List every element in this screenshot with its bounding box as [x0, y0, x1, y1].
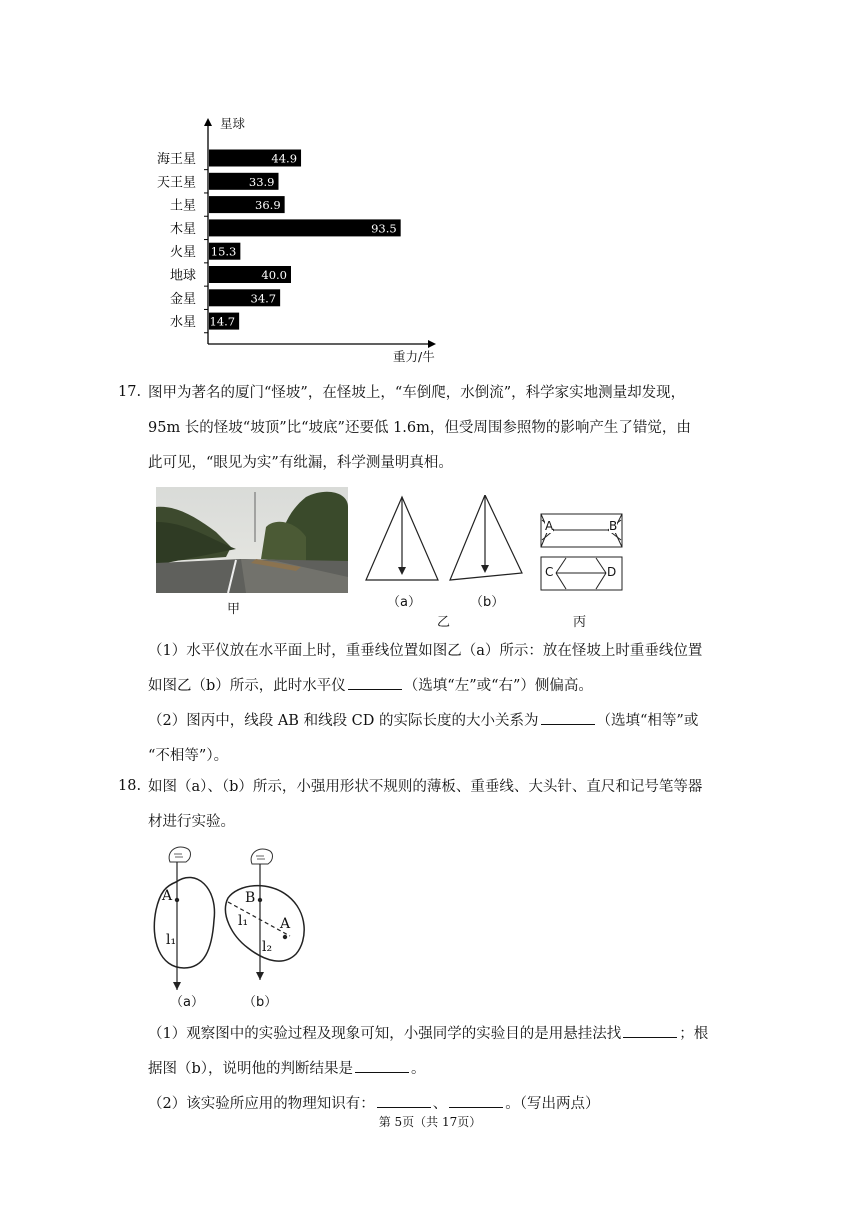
q18-blank-4[interactable] [449, 1093, 503, 1108]
q17-number: 17. [118, 384, 142, 400]
q18-sub1-text-a: （1）观察图中的实验过程及现象可知，小强同学的实验目的是用悬挂法找 [148, 1026, 622, 1042]
chart-category-label: 地球 [169, 268, 196, 284]
illusion-label-a: A [545, 519, 554, 533]
q18-fig-b-caption: （b） [243, 995, 278, 1010]
illusion-label-b: B [609, 519, 618, 533]
q17-sub1-text-a: 如图乙（b）所示，此时水平仪 [148, 678, 346, 694]
q18-blank-2[interactable] [355, 1058, 409, 1073]
q17-sub1-line1: （1）水平仪放在水平面上时，重垂线位置如图乙（a）所示：放在怪坡上时重垂线位置 [148, 643, 703, 659]
fig-yi-a-caption: （a） [387, 595, 421, 610]
q18-label-l2: l₂ [262, 939, 273, 955]
fig-yi-caption: 乙 [437, 615, 451, 630]
fig-jia-caption: 甲 [227, 602, 241, 617]
q18-stem-line2: 材进行实验。 [148, 814, 235, 830]
chart-value-label: 36.9 [255, 198, 281, 213]
q18-sub-questions [148, 1017, 738, 1122]
chart-value-label: 33.9 [248, 174, 275, 189]
chart-category-label: 天王星 [156, 175, 196, 191]
q17-blank-1[interactable] [348, 675, 402, 690]
q18-sub1-text-b: ；根 [679, 1026, 709, 1042]
strange-slope-photo [156, 487, 348, 593]
q18-label-l1-right: l₁ [238, 913, 249, 929]
page-footer: 第 5页（共 17页） [378, 1115, 482, 1129]
chart-category-label: 水星 [169, 315, 196, 331]
q18-sub2-text-a: （2）该实验所应用的物理知识有： [148, 1096, 375, 1112]
chart-category-label: 土星 [169, 198, 196, 214]
illusion-label-c: C [545, 565, 554, 579]
chart-category-label: 火星 [169, 245, 196, 261]
q18-sub1-line2 [148, 1052, 738, 1087]
hand-icon [169, 847, 190, 862]
planet-gravity-chart [140, 108, 450, 370]
q18-sub1-text-c: 据图（b），说明他的判断结果是 [148, 1061, 354, 1077]
chart-value-label: 15.3 [210, 244, 237, 259]
q17-stem-line3: 此可见，“眼见为实”有纰漏，科学测量明真相。 [148, 455, 453, 471]
chart-value-label: 34.7 [250, 291, 277, 306]
q17-stem [148, 376, 738, 481]
chart-value-label: 14.7 [209, 314, 236, 329]
q18-label-b: B [245, 890, 256, 906]
q18-sub1-line1 [148, 1017, 738, 1052]
q18-fig-a-caption: （a） [170, 995, 204, 1010]
q18-label-a-right: A [280, 916, 291, 932]
q18-number: 18. [118, 778, 142, 794]
q17-sub2-line2: “不相等”）。 [148, 748, 229, 764]
q18-sub2-text-b: 、 [432, 1096, 448, 1112]
chart-value-label: 40.0 [261, 268, 287, 282]
chart-category-label: 海王星 [156, 152, 196, 167]
chart-category-label: 金星 [169, 291, 196, 307]
q18-label-l1-left: l₁ [166, 932, 177, 948]
chart-value-label: 44.9 [271, 151, 298, 166]
q18-blank-3[interactable] [377, 1093, 431, 1108]
fig-bing-caption: 丙 [573, 615, 587, 630]
q18-sub2-text-c: 。（写出两点） [505, 1096, 600, 1112]
q17-stem-line1: 图甲为著名的厦门“怪坡”，在怪坡上，“车倒爬，水倒流”，科学家实地测量却发现， [148, 385, 686, 401]
chart-value-label: 93.5 [371, 221, 397, 236]
fig-yi-b-caption: （b） [470, 595, 505, 610]
q17-sub-questions [148, 634, 738, 774]
q17-sub2-text-b: （选填“相等”或 [596, 713, 699, 729]
q18-sub1-text-d: 。 [411, 1061, 426, 1077]
chart-y-axis-title: 星球 [220, 116, 246, 131]
hand-icon [251, 849, 272, 864]
q17-stem-line2: 95m 长的怪坡“坡顶”比“坡底”还要低 1.6m，但受周围参照物的影响产生了错觉，由 [148, 420, 691, 436]
q17-sub1-text-b: （选填“左”或“右”）侧偏高。 [403, 678, 593, 694]
q17-sub1-line2 [148, 669, 738, 704]
q17-sub2-line1 [148, 704, 738, 739]
chart-x-axis-title: 重力/牛 [393, 349, 435, 364]
suspension-method-figure [148, 840, 318, 990]
chart-y-axis-arrow [204, 118, 212, 126]
chart-category-label: 木星 [169, 221, 196, 237]
q17-sub2-text-a: （2）图丙中，线段 AB 和线段 CD 的实际长度的大小关系为 [148, 713, 539, 729]
q18-blank-1[interactable] [623, 1023, 677, 1038]
q17-blank-2[interactable] [541, 710, 595, 725]
q18-label-a-left: A [162, 888, 173, 904]
illusion-label-d: D [607, 565, 617, 579]
q18-stem-line1: 如图（a）、（b）所示，小强用形状不规则的薄板、重垂线、大头针、直尺和记号笔等器 [148, 779, 703, 795]
q18-stem [148, 770, 738, 840]
level-triangles-figure [362, 495, 532, 587]
